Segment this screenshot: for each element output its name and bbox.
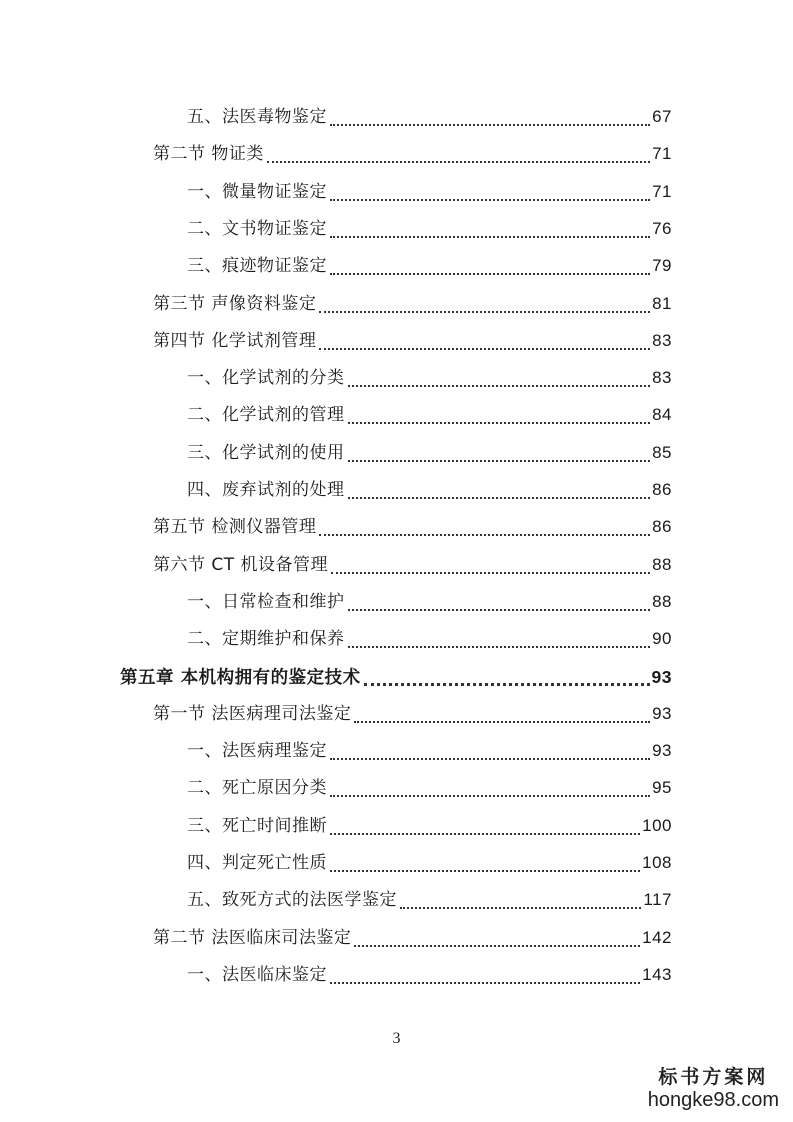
toc-entry[interactable] [187, 587, 672, 617]
toc-dot-leader [267, 161, 650, 163]
toc-entry-page: 86 [652, 480, 672, 499]
toc-entry[interactable] [153, 139, 672, 169]
toc-entry-title: 二、死亡原因分类 [187, 778, 327, 799]
toc-entry-page: 90 [652, 629, 672, 649]
toc-entry-title: 一、微量物证鉴定 [187, 181, 327, 202]
toc-entry[interactable] [187, 177, 672, 207]
toc-dot-leader [364, 683, 650, 686]
toc-entry-page: 88 [652, 591, 672, 611]
toc-entry-page: 67 [652, 107, 672, 126]
toc-entry-title: 一、法医临床鉴定 [187, 964, 327, 985]
toc-dot-leader [330, 870, 640, 872]
toc-entry[interactable] [187, 214, 672, 244]
toc-entry-page: 93 [651, 666, 672, 687]
toc-dot-leader [354, 945, 640, 947]
toc-entry[interactable] [187, 400, 672, 430]
toc-entry[interactable] [187, 251, 672, 281]
toc-entry-title: 四、判定死亡性质 [187, 853, 327, 873]
toc-entry-page: 71 [652, 144, 672, 164]
toc-entry[interactable] [187, 960, 672, 990]
toc-entry-page: 143 [642, 964, 672, 984]
toc-entry-page: 84 [652, 405, 672, 425]
toc-entry-title: 第四节 化学试剂管理 [153, 330, 317, 351]
toc-dot-leader [330, 795, 650, 797]
watermark-title: 标书方案网 [658, 1066, 769, 1088]
watermark-url: hongke98.com [647, 1089, 779, 1111]
toc-entry[interactable] [187, 363, 672, 393]
toc-dot-leader [348, 422, 651, 424]
toc-entry[interactable] [187, 885, 672, 915]
toc-entry-page: 81 [652, 293, 672, 313]
toc-entry-title: 一、法医病理鉴定 [187, 741, 327, 762]
toc-entry[interactable] [187, 848, 672, 878]
toc-entry-title: 二、文书物证鉴定 [187, 218, 327, 239]
page-number: 3 [392, 1030, 401, 1047]
toc-entry[interactable] [120, 662, 672, 692]
toc-entry-title: 三、化学试剂的使用 [187, 442, 345, 463]
toc-entry-page: 86 [652, 517, 672, 537]
toc-entry-title: 三、痕迹物证鉴定 [187, 256, 327, 277]
toc-entry[interactable] [153, 326, 672, 356]
toc-entry-title: 第五章 本机构拥有的鉴定技术 [120, 667, 361, 688]
toc-entry-page: 93 [652, 703, 672, 723]
toc-entry[interactable] [153, 699, 672, 729]
toc-entry-page: 76 [652, 218, 672, 238]
toc-entry-title: 第三节 声像资料鉴定 [153, 293, 317, 314]
toc-entry[interactable] [187, 736, 672, 766]
toc-entry-page: 83 [652, 330, 672, 350]
toc-entry-page: 85 [652, 442, 672, 462]
toc-entry-page: 79 [652, 256, 672, 276]
toc-dot-leader [319, 348, 650, 350]
toc-entry-title: 第六节 CT 机设备管理 [153, 554, 329, 575]
watermark [648, 1066, 779, 1112]
toc-dot-leader [330, 982, 640, 984]
toc-dot-leader [330, 273, 650, 275]
toc-entry-title: 五、致死方式的法医学鉴定 [187, 890, 397, 911]
toc-entry-title: 第一节 法医病理司法鉴定 [153, 703, 352, 724]
toc-dot-leader [348, 646, 651, 648]
toc-entry-title: 三、死亡时间推断 [187, 815, 327, 836]
toc-entry-title: 第二节 物证类 [153, 144, 264, 165]
toc-entry-page: 88 [652, 554, 672, 574]
toc-dot-leader [319, 311, 650, 313]
toc-entry-title: 一、日常检查和维护 [187, 591, 345, 612]
toc-entry-title: 四、废弃试剂的处理 [187, 480, 345, 500]
toc-entry[interactable] [153, 923, 672, 953]
toc-dot-leader [331, 572, 650, 574]
toc-entry[interactable] [187, 773, 672, 803]
toc-dot-leader [330, 236, 650, 238]
toc-entry[interactable] [153, 289, 672, 319]
toc-entry-title: 二、化学试剂的管理 [187, 405, 345, 426]
toc-dot-leader [400, 907, 641, 909]
toc-entry-page: 142 [642, 927, 672, 947]
toc-entry-page: 83 [652, 368, 672, 388]
toc-entry-page: 117 [643, 890, 672, 910]
toc-dot-leader [348, 385, 651, 387]
toc-dot-leader [348, 460, 651, 462]
toc-dot-leader [319, 534, 650, 536]
toc-dot-leader [354, 721, 650, 723]
toc-entry-page: 100 [642, 815, 672, 835]
toc-entry-title: 第五节 检测仪器管理 [153, 517, 317, 538]
toc-entry-page: 71 [652, 181, 672, 201]
toc-entry[interactable] [187, 438, 672, 468]
toc-entry[interactable] [153, 512, 672, 542]
toc-entry[interactable] [187, 811, 672, 841]
toc-entry-title: 五、法医毒物鉴定 [187, 107, 327, 127]
toc-entry-title: 第二节 法医临床司法鉴定 [153, 927, 352, 948]
toc-dot-leader [330, 833, 640, 835]
toc-dot-leader [348, 609, 651, 611]
toc-dot-leader [348, 497, 651, 499]
toc-entry-page: 93 [652, 741, 672, 761]
toc-entry-title: 一、化学试剂的分类 [187, 368, 345, 389]
toc-entry-page: 108 [642, 853, 672, 872]
toc-dot-leader [330, 199, 650, 201]
toc-dot-leader [330, 758, 650, 760]
toc-entry-title: 二、定期维护和保养 [187, 629, 345, 650]
toc-dot-leader [330, 124, 650, 126]
toc-entry[interactable] [187, 475, 672, 505]
toc-entry[interactable] [153, 550, 672, 580]
toc-entry[interactable] [187, 624, 672, 654]
toc-entry[interactable] [187, 102, 672, 132]
toc-entry-page: 95 [652, 778, 672, 798]
